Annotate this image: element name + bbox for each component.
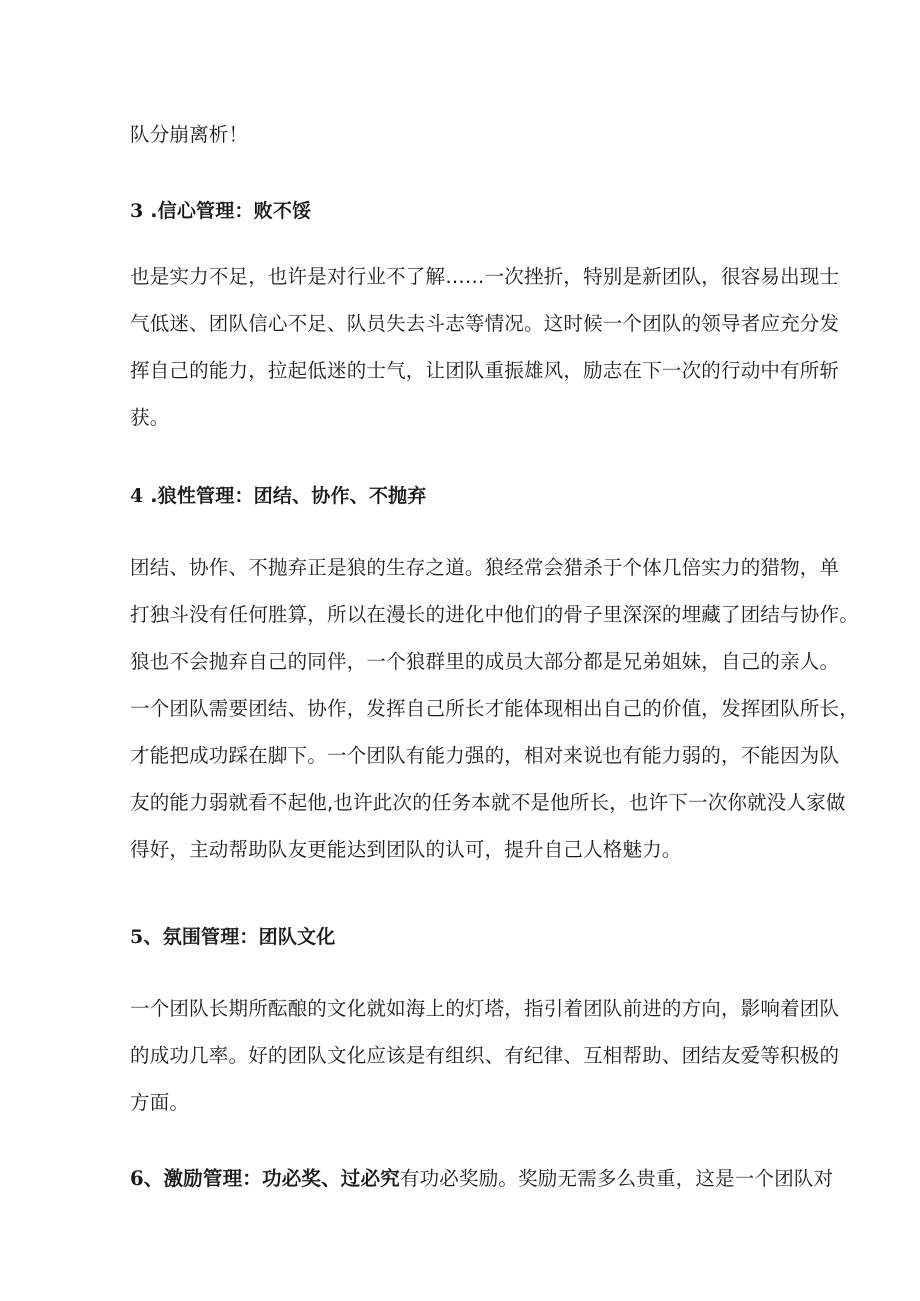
section-number: 5: [130, 926, 144, 948]
paragraph-line: 获。: [130, 406, 170, 429]
paragraph-line: 方面。: [130, 1091, 190, 1114]
section-number: 6: [130, 1167, 144, 1190]
section-heading-6: [130, 1165, 834, 1193]
section-number: 4: [130, 485, 144, 507]
paragraph-line: 团结、协作、不抛弃正是狼的生存之道。狼经常会猎杀于个体几倍实力的猎物，单: [130, 556, 840, 579]
section-title: 氛围管理：团队文化: [162, 926, 336, 948]
paragraph-line: 打独斗没有任何胜算，所以在漫长的进化中他们的骨子里深深的埋藏了团结与协作。: [130, 603, 859, 626]
paragraph-text: 队分崩离析！: [130, 123, 249, 146]
paragraph-line: 也是实力不足，也许是对行业不了解……一次挫折，特别是新团队，很容易出现士: [130, 265, 840, 288]
section-heading-5: [130, 923, 810, 951]
paragraph-line: 狼也不会抛弃自己的同伴，一个狼群里的成员大部分都是兄弟姐妹，自己的亲人。: [130, 650, 840, 673]
section-separator: .: [143, 200, 158, 222]
section-separator: 、: [143, 926, 163, 948]
section-title: 激励管理：: [163, 1167, 262, 1190]
paragraph-line: 气低迷、团队信心不足、队员失去斗志等情况。这时候一个团队的领导者应充分发: [130, 312, 840, 335]
section-title: 狼性管理：团结、协作、不抛弃: [157, 485, 427, 507]
intro-tail-line: [130, 121, 810, 149]
paragraph-line: 得好，主动帮助队友更能达到团队的认可，提升自己人格魅力。: [130, 838, 682, 861]
section-heading-4: [130, 482, 810, 510]
paragraph-line: 才能把成功踩在脚下。一个团队有能力强的，相对来说也有能力弱的，不能因为队: [130, 744, 840, 767]
paragraph-line: 一个团队长期所酝酿的文化就如海上的灯塔，指引着团队前进的方向，影响着团队: [130, 997, 840, 1020]
section-separator: 、: [143, 1167, 164, 1190]
paragraph-text: 有功必奖励。奖励无需多么贵重，这是一个团队对: [399, 1167, 834, 1190]
section-title-emphasis: 功必奖、过必究: [262, 1167, 400, 1190]
section-separator: .: [143, 485, 158, 507]
paragraph-line: 一个团队需要团结、协作，发挥自己所长才能体现相出自己的价值，发挥团队所长，: [130, 697, 859, 720]
section-heading-3: [130, 197, 810, 225]
paragraph-line: 挥自己的能力，拉起低迷的士气，让团队重振雄风，励志在下一次的行动中有所斩: [130, 359, 840, 382]
section-number: 3: [130, 200, 144, 222]
paragraph-line: 的成功几率。好的团队文化应该是有组织、有纪律、互相帮助、团结友爱等积极的: [130, 1044, 840, 1067]
section-title: 信心管理：败不馁: [157, 200, 312, 222]
paragraph-line: 友的能力弱就看不起他,也许此次的任务本就不是他所长，也许下一次你就没人家做: [130, 791, 846, 814]
